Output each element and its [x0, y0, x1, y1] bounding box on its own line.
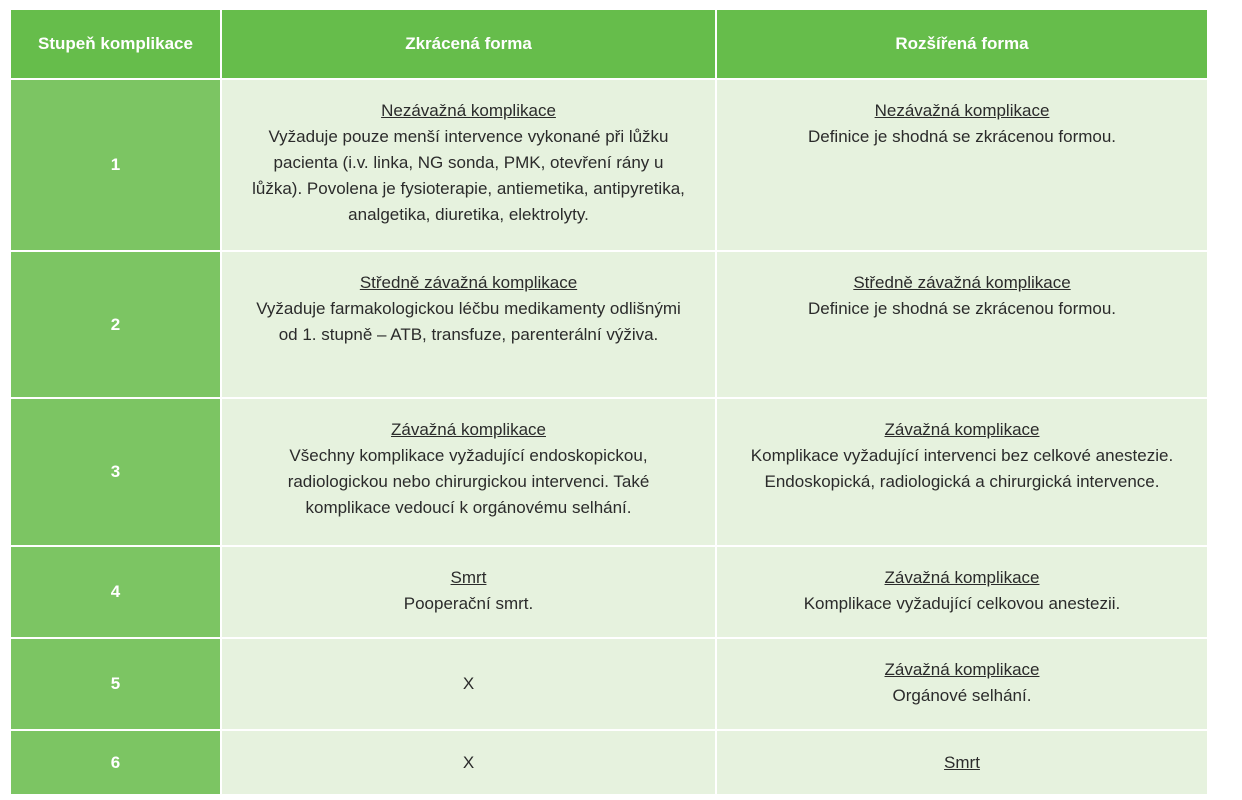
- short-form-cell: [221, 398, 716, 546]
- table-row: [11, 398, 1207, 546]
- short-form-cell: [221, 251, 716, 398]
- grade-cell: 1: [11, 79, 221, 251]
- extended-form-desc: Orgánové selhání.: [892, 686, 1032, 705]
- extended-form-cell: [716, 638, 1207, 730]
- extended-form-desc: Definice je shodná se zkrácenou formou.: [807, 127, 1117, 146]
- extended-form-cell: [716, 730, 1207, 795]
- extended-form-title: Závažná komplikace: [884, 420, 1040, 439]
- extended-form-title: Smrt: [944, 752, 980, 772]
- header-grade: Stupeň komplikace: [11, 10, 221, 79]
- table-row: [11, 251, 1207, 398]
- complications-table: [11, 10, 1207, 796]
- table-row: [11, 730, 1207, 795]
- short-form-cell: [221, 79, 716, 251]
- short-form-cell: [221, 546, 716, 638]
- header-short-form: Zkrácená forma: [221, 10, 716, 79]
- short-form-desc: Vyžaduje farmakologickou léčbu medikamenty odlišnými od 1. stupně – ATB, transfuze, parenterální výživa.: [256, 299, 681, 344]
- extended-form-desc: Komplikace vyžadující intervenci bez celkové anestezie. Endoskopická, radiologická a chirurgická intervence.: [750, 446, 1174, 491]
- grade-cell: 3: [11, 398, 221, 546]
- complications-table-wrap: [11, 10, 1207, 792]
- short-form-title: Nezávažná komplikace: [381, 101, 556, 120]
- extended-form-title: Středně závažná komplikace: [853, 273, 1071, 292]
- extended-form-desc: Komplikace vyžadující celkovou anestezii.: [803, 594, 1121, 613]
- short-form-title: Závažná komplikace: [391, 420, 546, 439]
- grade-cell: 6: [11, 730, 221, 795]
- table-row: [11, 638, 1207, 730]
- grade-cell: 4: [11, 546, 221, 638]
- grade-cell: 5: [11, 638, 221, 730]
- short-form-cell: X: [221, 638, 716, 730]
- header-row: [11, 10, 1207, 79]
- short-form-desc: Vyžaduje pouze menší intervence vykonané při lůžku pacienta (i.v. linka, NG sonda, PMK, otevření rány u lůžka). Povolena je fysioterapie, antiemetika, antipyretika, analgetika, diuretika, elektrolyty.: [252, 127, 685, 224]
- extended-form-desc: Definice je shodná se zkrácenou formou.: [807, 299, 1117, 318]
- short-form-cell: X: [221, 730, 716, 795]
- short-form-title: Smrt: [450, 568, 487, 587]
- extended-form-cell: [716, 79, 1207, 251]
- grade-cell: 2: [11, 251, 221, 398]
- short-form-desc: Všechny komplikace vyžadující endoskopickou, radiologickou nebo chirurgickou intervenci. Také komplikace vedoucí k orgánovému selhání.: [287, 446, 650, 517]
- header-extended-form: Rozšířená forma: [716, 10, 1207, 79]
- short-form-desc: Pooperační smrt.: [403, 594, 534, 613]
- extended-form-title: Závažná komplikace: [884, 660, 1040, 679]
- table-row: [11, 546, 1207, 638]
- extended-form-cell: [716, 251, 1207, 398]
- extended-form-cell: [716, 398, 1207, 546]
- extended-form-title: Závažná komplikace: [884, 568, 1040, 587]
- extended-form-cell: [716, 546, 1207, 638]
- table-row: [11, 79, 1207, 251]
- short-form-title: Středně závažná komplikace: [359, 273, 578, 292]
- extended-form-title: Nezávažná komplikace: [874, 101, 1050, 120]
